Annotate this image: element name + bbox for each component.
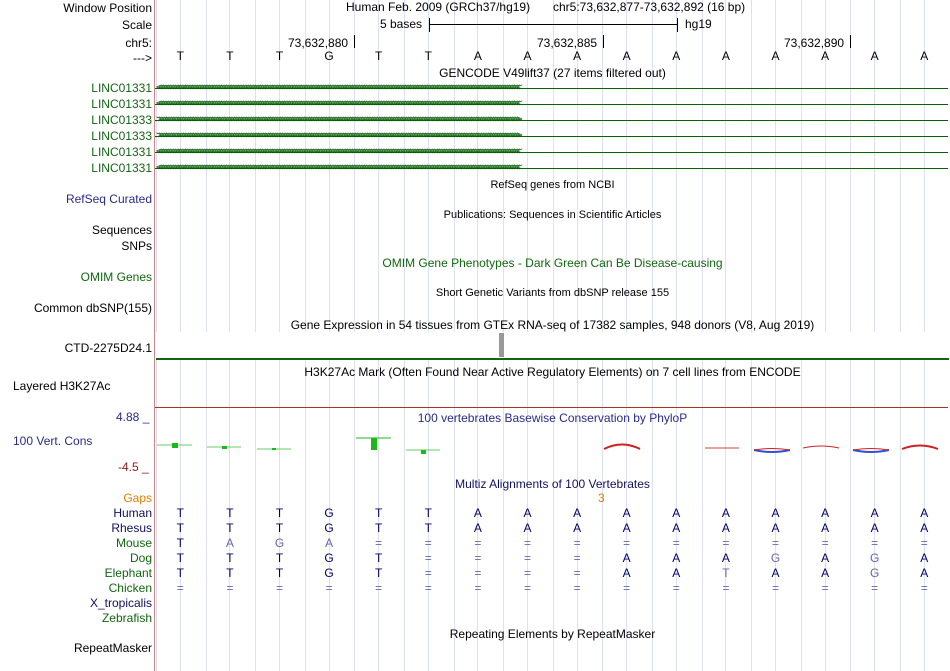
gencode-item-label[interactable]: LINC01331	[91, 97, 152, 111]
h3k27ac-baseline	[155, 407, 948, 408]
gtex-gene-box	[156, 332, 949, 358]
aligned-base: A	[622, 506, 631, 520]
omim-track-title: OMIM Gene Phenotypes - Dark Green Can Be Disease-causing	[382, 256, 723, 270]
aligned-base: T	[176, 566, 184, 580]
aligned-base: A	[672, 551, 681, 565]
aligned-base: =	[623, 581, 631, 595]
cons-blue-dip	[853, 450, 889, 452]
aligned-base: A	[523, 521, 532, 535]
refseq-track-label[interactable]: RefSeq Curated	[65, 192, 152, 206]
aligned-base: A	[920, 551, 929, 565]
reference-base: A	[870, 49, 879, 63]
aligned-base: A	[573, 521, 582, 535]
aligned-base: =	[176, 581, 184, 595]
reference-base: T	[275, 49, 284, 63]
assembly-title: Human Feb. 2009 (GRCh37/hg19)	[346, 0, 531, 14]
aligned-base: =	[771, 581, 779, 595]
aligned-base: =	[424, 581, 432, 595]
species-label: Zebrafish	[101, 611, 152, 625]
omim-track-label[interactable]: OMIM Genes	[80, 270, 152, 284]
aligned-base: =	[821, 581, 829, 595]
dbsnp-track-title: Short Genetic Variants from dbSNP release 155	[435, 287, 670, 299]
forward-strand-arrows: >>>>>>>>>>>>>>>>>>>>>>>>>>>>>>>>>>>>>>>>>>>>>>>>>>>>>>>>>>>>>>>>>>>>>>>>>>>>>>>>>>>>>>>>>>>>>>>>>>>>>>>>>>>>>>>>>>>>>>>>>>>>>>>>>>>>>>>>>>>>>>>>>>>>>>	[156, 114, 520, 125]
aligned-base: A	[870, 506, 879, 520]
coord-tick-label: 73,632,890	[784, 36, 845, 50]
aligned-base: =	[523, 581, 531, 595]
aligned-base: =	[871, 536, 879, 550]
gtex-track-label[interactable]: CTD-2275D24.1	[64, 341, 152, 355]
reference-base: A	[920, 49, 929, 63]
gtex-bar	[499, 333, 504, 357]
aligned-base: A	[622, 551, 631, 565]
aligned-base: A	[821, 551, 830, 565]
conservation-max-label: 4.88 _	[116, 410, 150, 424]
sequences-track-label[interactable]: Sequences	[91, 223, 152, 237]
aligned-base: T	[275, 506, 284, 520]
aligned-base: =	[722, 581, 730, 595]
reference-base: A	[573, 49, 582, 63]
aligned-base: =	[523, 536, 531, 550]
aligned-base: A	[821, 506, 830, 520]
aligned-base: A	[821, 566, 830, 580]
aligned-base: =	[920, 581, 928, 595]
position-text: chr5:73,632,877-73,632,892 (16 bp)	[553, 0, 746, 14]
reference-base: T	[424, 49, 432, 63]
scale-bar-left-tick	[429, 18, 430, 32]
species-label: Chicken	[108, 581, 152, 595]
gencode-item-label[interactable]: LINC01333	[91, 113, 152, 127]
scale-bar-right-tick	[677, 18, 678, 32]
aligned-base: A	[672, 506, 681, 520]
h3k27ac-track-label[interactable]: Layered H3K27Ac	[13, 379, 111, 393]
aligned-base: T	[424, 521, 432, 535]
gaps-label: Gaps	[123, 491, 152, 505]
aligned-base: A	[325, 536, 334, 550]
aligned-base: G	[770, 551, 781, 565]
aligned-base: A	[672, 521, 681, 535]
aligned-base: =	[424, 566, 432, 580]
aligned-base: T	[176, 551, 184, 565]
aligned-base: T	[375, 521, 383, 535]
conservation-plot	[155, 430, 950, 460]
aligned-base: A	[771, 566, 780, 580]
aligned-base: =	[523, 566, 531, 580]
repeatmasker-track-title: Repeating Elements by RepeatMasker	[449, 627, 656, 641]
conservation-min-label: -4.5 _	[118, 460, 149, 474]
aligned-base: =	[523, 551, 531, 565]
aligned-base: =	[573, 566, 581, 580]
dbsnp-track-label[interactable]: Common dbSNP(155)	[33, 301, 152, 315]
aligned-base: A	[721, 506, 730, 520]
reference-base: T	[375, 49, 383, 63]
multiz-track-title: Multiz Alignments of 100 Vertebrates	[455, 477, 650, 491]
gaps-value: 3	[598, 491, 605, 505]
aligned-base: G	[324, 551, 334, 565]
aligned-base: G	[324, 521, 334, 535]
aligned-base: T	[226, 551, 234, 565]
cons-bar	[222, 446, 227, 449]
aligned-base: T	[375, 506, 383, 520]
aligned-base: A	[721, 521, 730, 535]
aligned-base: A	[771, 506, 780, 520]
aligned-base: A	[672, 566, 681, 580]
aligned-base: =	[722, 536, 730, 550]
reference-base: A	[771, 49, 780, 63]
aligned-base: A	[721, 551, 730, 565]
aligned-base: =	[424, 536, 432, 550]
cons-red-peak	[902, 446, 938, 450]
aligned-base: A	[622, 521, 631, 535]
aligned-base: =	[573, 551, 581, 565]
label-divider	[154, 0, 155, 671]
repeatmasker-track-label[interactable]: RepeatMasker	[73, 641, 152, 655]
aligned-base: T	[176, 536, 184, 550]
aligned-base: G	[324, 566, 334, 580]
aligned-base: =	[573, 581, 581, 595]
aligned-base: A	[473, 521, 482, 535]
aligned-base: =	[474, 566, 482, 580]
gtex-track-title: Gene Expression in 54 tissues from GTEx RNA-seq of 17382 samples, 948 donors (V8, Aug 2019)	[290, 318, 815, 332]
aligned-base: T	[176, 506, 184, 520]
aligned-base: A	[870, 521, 879, 535]
aligned-base: T	[275, 521, 284, 535]
aligned-base: A	[920, 566, 929, 580]
gencode-item-label[interactable]: LINC01333	[91, 129, 152, 143]
aligned-base: T	[275, 551, 284, 565]
cons-bar	[172, 443, 178, 448]
cons-blue-dip	[754, 450, 790, 452]
cons-bar	[371, 438, 377, 450]
refseq-track-title: RefSeq genes from NCBI	[490, 179, 615, 191]
cons-red-peak	[853, 449, 889, 451]
h3k27ac-track-title: H3K27Ac Mark (Often Found Near Active Regulatory Elements) on 7 cell lines from ENCODE	[304, 365, 801, 379]
window-position-label: Window Position	[63, 1, 152, 15]
aligned-base: T	[424, 506, 432, 520]
reverse-strand-arrows: <<<<<<<<<<<<<<<<<<<<<<<<<<<<<<<<<<<<<<<<<<<<<<<<<<<<<<<<<<<<<<<<<<<<<<<<<<<<<<<<<<<<<<<<<<<<<<<<<<<<<<<<<<<<<<<<<<<<<<<<<<<<<<<<<<<<<<<<<<<<<<<<<<<<<<	[156, 98, 520, 109]
aligned-base: =	[672, 536, 680, 550]
cons-bar	[421, 450, 426, 454]
aligned-base: =	[424, 551, 432, 565]
scale-label: Scale	[121, 18, 152, 32]
aligned-base: T	[176, 521, 184, 535]
aligned-base: =	[226, 581, 234, 595]
reference-base: A	[821, 49, 830, 63]
conservation-track-label[interactable]: 100 Vert. Cons	[13, 434, 93, 448]
aligned-base: A	[622, 566, 631, 580]
aligned-base: T	[226, 566, 234, 580]
snps-track-label[interactable]: SNPs	[121, 239, 152, 253]
reference-base: T	[226, 49, 234, 63]
aligned-base: =	[920, 536, 928, 550]
species-label: Mouse	[115, 536, 152, 550]
aligned-base: A	[573, 506, 582, 520]
chrom-label: chr5:	[125, 36, 152, 50]
aligned-base: G	[870, 566, 880, 580]
aligned-base: =	[375, 536, 383, 550]
aligned-base: A	[920, 506, 929, 520]
coord-tick	[354, 35, 355, 48]
coord-tick-label: 73,632,880	[288, 36, 349, 50]
db-label: hg19	[685, 17, 712, 31]
scale-bar	[429, 24, 678, 25]
species-label: Elephant	[104, 566, 152, 580]
aligned-base: T	[226, 506, 234, 520]
reverse-strand-arrows: <<<<<<<<<<<<<<<<<<<<<<<<<<<<<<<<<<<<<<<<<<<<<<<<<<<<<<<<<<<<<<<<<<<<<<<<<<<<<<<<<<<<<<<<<<<<<<<<<<<<<<<<<<<<<<<<<<<<<<<<<<<<<<<<<<<<<<<<<<<<<<<<<<<<<<	[156, 146, 520, 157]
reference-base: A	[672, 49, 681, 63]
aligned-base: T	[275, 566, 284, 580]
reference-base: T	[176, 49, 184, 63]
species-label: X_tropicalis	[89, 596, 152, 610]
aligned-base: T	[375, 551, 383, 565]
aligned-base: A	[225, 536, 234, 550]
gencode-track-title: GENCODE V49lift37 (27 items filtered out)	[439, 66, 666, 80]
forward-strand-arrows: >>>>>>>>>>>>>>>>>>>>>>>>>>>>>>>>>>>>>>>>>>>>>>>>>>>>>>>>>>>>>>>>>>>>>>>>>>>>>>>>>>>>>>>>>>>>>>>>>>>>>>>>>>>>>>>>>>>>>>>>>>>>>>>>>>>>>>>>>>>>>>>>>>>>>>	[156, 130, 520, 141]
aligned-base: G	[870, 551, 880, 565]
aligned-base: =	[474, 551, 482, 565]
coord-tick	[603, 35, 604, 48]
aligned-base: =	[474, 536, 482, 550]
aligned-base: =	[573, 536, 581, 550]
aligned-base: G	[274, 536, 285, 550]
reference-base: A	[622, 49, 631, 63]
reverse-strand-arrows: <<<<<<<<<<<<<<<<<<<<<<<<<<<<<<<<<<<<<<<<<<<<<<<<<<<<<<<<<<<<<<<<<<<<<<<<<<<<<<<<<<<<<<<<<<<<<<<<<<<<<<<<<<<<<<<<<<<<<<<<<<<<<<<<<<<<<<<<<<<<<<<<<<<<<<	[156, 162, 520, 173]
pubs-track-title: Publications: Sequences in Scientific Articles	[443, 209, 662, 221]
conservation-track-title: 100 vertebrates Basewise Conservation by PhyloP	[417, 411, 688, 425]
cons-red-peak	[803, 446, 839, 448]
strand-label: --->	[133, 51, 152, 65]
aligned-base: T	[375, 566, 383, 580]
coord-tick	[850, 35, 851, 48]
reference-base: A	[473, 49, 482, 63]
scale-text: 5 bases	[380, 17, 423, 31]
aligned-base: =	[375, 581, 383, 595]
gencode-item-label[interactable]: LINC01331	[91, 145, 152, 159]
species-label: Dog	[129, 551, 152, 565]
aligned-base: =	[623, 536, 631, 550]
reference-base: G	[324, 49, 334, 63]
cons-red-peak	[754, 449, 790, 451]
species-label: Rhesus	[111, 521, 152, 535]
aligned-base: A	[523, 506, 532, 520]
aligned-base: =	[672, 581, 680, 595]
aligned-base: =	[871, 581, 879, 595]
aligned-base: T	[226, 521, 234, 535]
gtex-baseline	[156, 358, 949, 360]
aligned-base: A	[473, 506, 482, 520]
gencode-item-label[interactable]: LINC01331	[91, 81, 152, 95]
cons-red-peak	[604, 445, 640, 450]
aligned-base: G	[324, 506, 334, 520]
aligned-base: =	[821, 536, 829, 550]
reference-base: A	[523, 49, 532, 63]
aligned-base: A	[920, 521, 929, 535]
cons-bar	[272, 448, 276, 450]
aligned-base: =	[275, 581, 283, 595]
aligned-base: =	[771, 536, 779, 550]
coord-tick-label: 73,632,885	[537, 36, 598, 50]
aligned-base: A	[821, 521, 830, 535]
reference-base: A	[721, 49, 730, 63]
aligned-base: T	[722, 566, 730, 580]
gencode-item-label[interactable]: LINC01331	[91, 161, 152, 175]
aligned-base: A	[771, 521, 780, 535]
reverse-strand-arrows: <<<<<<<<<<<<<<<<<<<<<<<<<<<<<<<<<<<<<<<<<<<<<<<<<<<<<<<<<<<<<<<<<<<<<<<<<<<<<<<<<<<<<<<<<<<<<<<<<<<<<<<<<<<<<<<<<<<<<<<<<<<<<<<<<<<<<<<<<<<<<<<<<<<<<<	[156, 82, 520, 93]
aligned-base: =	[325, 581, 333, 595]
aligned-base: =	[474, 581, 482, 595]
species-label: Human	[113, 506, 152, 520]
